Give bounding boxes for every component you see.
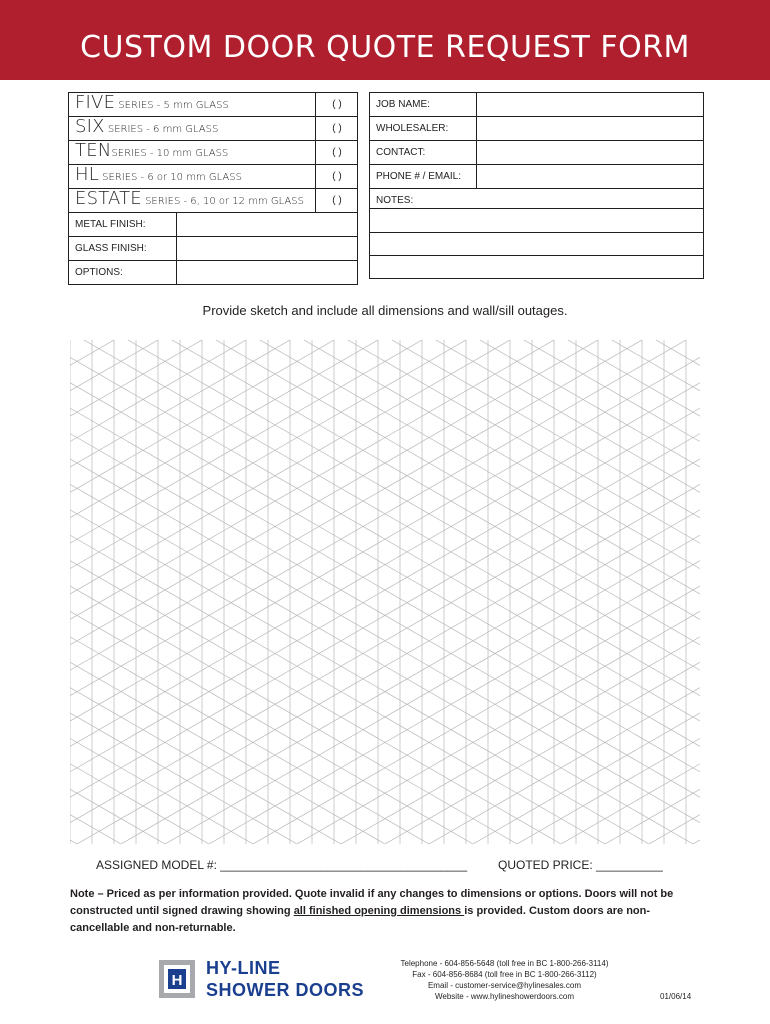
wholesaler-row — [370, 117, 703, 141]
series-row-six — [69, 117, 357, 141]
logo-mark-letter: H — [171, 972, 183, 989]
telephone-text: Telephone - 604-856-5648 (toll free in BC 1-800-266-3114) — [400, 959, 609, 968]
glass-finish-field[interactable] — [176, 237, 357, 260]
form-title: CUSTOM DOOR QUOTE REQUEST FORM — [80, 30, 690, 65]
wholesaler-field[interactable] — [476, 117, 703, 140]
series-name: FIVE — [75, 92, 116, 113]
series-checkbox-estate[interactable]: ( ) — [315, 189, 358, 212]
series-name: HL — [75, 164, 99, 185]
company-logo-text — [206, 957, 364, 1001]
header-banner — [0, 0, 770, 80]
notes-line[interactable] — [370, 232, 703, 233]
contact-field[interactable] — [476, 141, 703, 164]
series-row-hl — [69, 165, 357, 189]
phone-email-label: PHONE # / EMAIL: — [376, 171, 462, 182]
series-table — [68, 92, 358, 285]
assigned-model-field[interactable]: ASSIGNED MODEL #: _____________________________________ — [96, 858, 468, 872]
note-text: Note – Priced as per information provided. Quote invalid if any changes to dimensions or options. Doors will not be constructed until signed drawing showing — [70, 888, 674, 917]
hyline-logo-icon — [159, 960, 195, 998]
logo-line-2: SHOWER DOORS — [206, 980, 365, 1000]
glass-finish-row — [69, 237, 357, 261]
phone-email-row — [370, 165, 703, 189]
email-link[interactable]: Email - customer-service@hylinesales.com — [427, 981, 582, 990]
job-name-label: JOB NAME: — [376, 99, 430, 110]
options-label: OPTIONS: — [75, 267, 123, 278]
notes-label: NOTES: — [376, 195, 414, 206]
options-field[interactable] — [176, 261, 357, 284]
contact-info — [372, 958, 637, 1002]
series-checkbox-five[interactable]: ( ) — [315, 93, 358, 116]
series-desc: SERIES - 6, 10 or 12 mm GLASS — [141, 196, 304, 207]
wholesaler-label: WHOLESALER: — [376, 123, 449, 134]
contact-row — [370, 141, 703, 165]
notes-line[interactable] — [370, 208, 703, 209]
options-row — [69, 261, 357, 285]
contact-label: CONTACT: — [376, 147, 426, 158]
series-checkbox-six[interactable]: ( ) — [315, 117, 358, 140]
series-name: TEN — [75, 140, 112, 161]
series-row-estate — [69, 189, 357, 213]
glass-finish-label: GLASS FINISH: — [75, 243, 147, 254]
notes-line[interactable] — [370, 255, 703, 256]
series-row-ten — [69, 141, 357, 165]
series-name: ESTATE — [75, 188, 142, 209]
series-desc: SERIES - 10 mm GLASS — [111, 148, 229, 159]
assigned-model-line — [96, 858, 663, 872]
job-name-field[interactable] — [476, 93, 703, 116]
sketch-instruction: Provide sketch and include all dimensions and wall/sill outages. — [202, 303, 568, 318]
series-name: SIX — [75, 116, 105, 137]
job-name-row — [370, 93, 703, 117]
series-checkbox-ten[interactable]: ( ) — [315, 141, 358, 164]
series-checkbox-hl[interactable]: ( ) — [315, 165, 358, 188]
logo-line-1: HY-LINE — [206, 958, 281, 978]
terms-note — [70, 886, 700, 937]
phone-email-field[interactable] — [476, 165, 703, 188]
metal-finish-row — [69, 213, 357, 237]
form-date: 01/06/14 — [660, 992, 692, 1001]
job-table — [369, 92, 704, 279]
note-underlined: all finished opening dimensions — [293, 905, 465, 917]
isometric-sketch-grid[interactable] — [70, 340, 700, 844]
metal-finish-label: METAL FINISH: — [75, 219, 146, 230]
series-desc: SERIES - 5 mm GLASS — [115, 100, 229, 111]
website-link[interactable]: Website - www.hylineshowerdoors.com — [434, 992, 574, 1001]
note-text-end: is provided. Custom doors are non-cancellable and non-returnable. — [70, 905, 651, 934]
metal-finish-field[interactable] — [176, 213, 357, 236]
series-row-five — [69, 93, 357, 117]
fax-text: Fax - 604-856-8684 (toll free in BC 1-800-266-3112) — [412, 970, 597, 979]
series-desc: SERIES - 6 mm GLASS — [104, 124, 219, 135]
series-desc: SERIES - 6 or 10 mm GLASS — [98, 172, 242, 183]
quoted-price-field[interactable]: QUOTED PRICE: __________ — [498, 858, 663, 872]
